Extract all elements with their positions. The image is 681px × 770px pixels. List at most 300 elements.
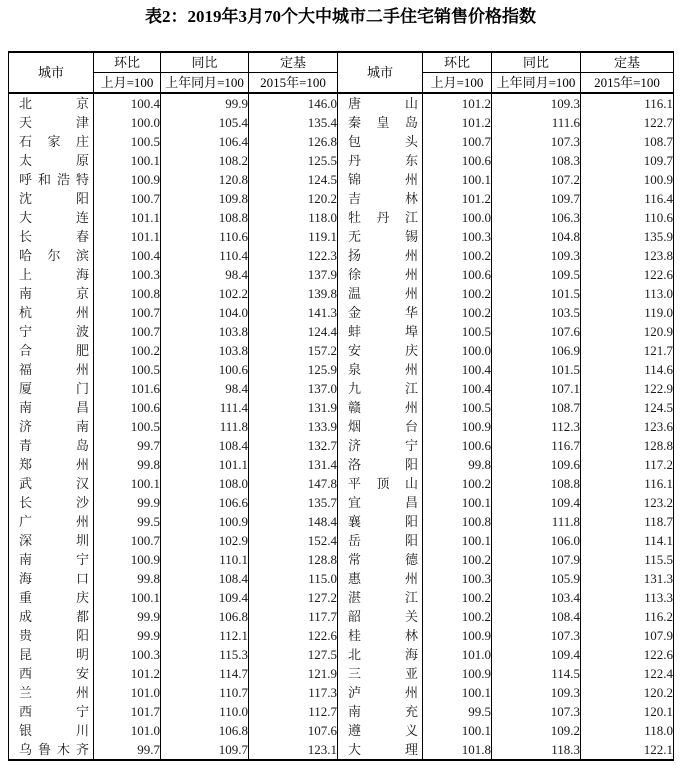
fixed-base-value: 122.1 [581,740,674,760]
mom-value: 100.2 [423,303,492,322]
price-index-table [8,51,674,761]
city-name: 乌鲁木齐 [19,742,89,757]
yoy-value: 109.8 [161,189,249,208]
city-cell [338,303,423,322]
city-cell [9,702,94,721]
mom-value: 100.2 [423,607,492,626]
city-cell [338,474,423,493]
city-name: 郑州 [19,457,89,472]
city-cell [338,740,423,760]
mom-value: 100.9 [94,550,161,569]
yoy-value: 104.8 [492,227,581,246]
city-name: 常德 [348,552,418,567]
city-name: 银川 [19,723,89,738]
fixed-base-value: 120.2 [249,189,338,208]
fixed-base-value: 118.7 [581,512,674,531]
city-cell [338,512,423,531]
city-name: 贵阳 [19,628,89,643]
table-row [9,151,674,170]
city-name: 兰州 [19,685,89,700]
city-cell [9,436,94,455]
fixed-base-value: 114.1 [581,531,674,550]
yoy-value: 106.8 [161,607,249,626]
yoy-value: 109.6 [492,455,581,474]
fixed-base-value: 131.9 [249,398,338,417]
fixed-base-value: 123.6 [581,417,674,436]
table-row [9,113,674,132]
fixed-base-value: 107.6 [249,721,338,740]
table-row [9,417,674,436]
table-row [9,132,674,151]
mom-value: 100.6 [423,265,492,284]
fixed-base-value: 127.2 [249,588,338,607]
header-fixed-base-left: 定基 [249,52,338,73]
city-cell [9,246,94,265]
table-row [9,93,674,113]
city-name: 南宁 [19,552,89,567]
mom-value: 100.2 [94,341,161,360]
city-name: 西宁 [19,704,89,719]
city-name: 南昌 [19,400,89,415]
mom-value: 99.8 [423,455,492,474]
city-cell [9,284,94,303]
mom-value: 100.2 [423,550,492,569]
mom-value: 100.3 [94,265,161,284]
fixed-base-value: 148.4 [249,512,338,531]
city-name: 九江 [348,381,418,396]
fixed-base-value: 113.3 [581,588,674,607]
yoy-value: 108.8 [161,208,249,227]
mom-value: 100.9 [423,664,492,683]
yoy-value: 108.8 [492,474,581,493]
city-name: 西安 [19,666,89,681]
city-cell [9,683,94,702]
city-cell [338,607,423,626]
yoy-value: 105.9 [492,569,581,588]
city-cell [9,360,94,379]
fixed-base-value: 110.6 [581,208,674,227]
city-cell [9,341,94,360]
mom-value: 100.1 [94,474,161,493]
city-name: 宁波 [19,324,89,339]
city-name: 哈尔滨 [19,248,89,263]
city-cell [9,417,94,436]
yoy-value: 106.3 [492,208,581,227]
yoy-value: 109.3 [492,683,581,702]
yoy-value: 108.4 [161,436,249,455]
header-yoy-left: 同比 [161,52,249,73]
city-name: 南京 [19,286,89,301]
city-name: 洛阳 [348,457,418,472]
yoy-value: 108.7 [492,398,581,417]
city-name: 济南 [19,419,89,434]
mom-value: 100.4 [94,246,161,265]
city-cell [9,170,94,189]
mom-value: 100.7 [94,189,161,208]
city-cell [9,664,94,683]
city-cell [338,588,423,607]
mom-value: 101.2 [94,664,161,683]
yoy-value: 108.0 [161,474,249,493]
mom-value: 101.1 [94,227,161,246]
mom-value: 100.6 [423,436,492,455]
city-cell [9,93,94,113]
city-name: 三亚 [348,666,418,681]
table-header [9,52,674,93]
city-name: 扬州 [348,248,418,263]
yoy-value: 110.1 [161,550,249,569]
city-cell [9,474,94,493]
table-row [9,341,674,360]
city-cell [9,721,94,740]
mom-value: 99.9 [94,607,161,626]
city-cell [9,322,94,341]
city-name: 石家庄 [19,134,89,149]
city-cell [338,531,423,550]
city-name: 岳阳 [348,533,418,548]
fixed-base-value: 117.2 [581,455,674,474]
yoy-value: 109.4 [161,588,249,607]
fixed-base-value: 139.8 [249,284,338,303]
yoy-value: 107.2 [492,170,581,189]
city-cell [338,341,423,360]
fixed-base-value: 121.7 [581,341,674,360]
table-row [9,208,674,227]
fixed-base-value: 152.4 [249,531,338,550]
city-cell [9,398,94,417]
city-cell [9,626,94,645]
table-row [9,303,674,322]
mom-value: 100.1 [423,531,492,550]
mom-value: 100.0 [94,113,161,132]
city-cell [338,417,423,436]
mom-value: 100.4 [94,93,161,113]
fixed-base-value: 122.6 [581,265,674,284]
fixed-base-value: 100.9 [581,170,674,189]
city-name: 成都 [19,609,89,624]
fixed-base-value: 113.0 [581,284,674,303]
fixed-base-value: 123.8 [581,246,674,265]
fixed-base-value: 157.2 [249,341,338,360]
city-cell [338,208,423,227]
city-name: 呼和浩特 [19,172,89,187]
fixed-base-value: 123.2 [581,493,674,512]
fixed-base-value: 118.0 [581,721,674,740]
yoy-value: 106.9 [492,341,581,360]
city-cell [9,151,94,170]
table-row [9,645,674,664]
mom-value: 100.2 [423,588,492,607]
fixed-base-value: 135.4 [249,113,338,132]
mom-value: 101.2 [423,189,492,208]
table-row [9,740,674,760]
mom-value: 100.3 [423,227,492,246]
yoy-value: 106.4 [161,132,249,151]
mom-value: 100.0 [423,208,492,227]
yoy-value: 111.8 [161,417,249,436]
city-cell [338,645,423,664]
city-cell [338,227,423,246]
fixed-base-value: 125.5 [249,151,338,170]
yoy-value: 106.0 [492,531,581,550]
city-cell [9,132,94,151]
city-name: 烟台 [348,419,418,434]
city-name: 武汉 [19,476,89,491]
mom-value: 101.2 [423,113,492,132]
table-row [9,607,674,626]
yoy-value: 109.3 [492,246,581,265]
table-row [9,721,674,740]
city-name: 重庆 [19,590,89,605]
header-fixed-base-right: 定基 [581,52,674,73]
city-name: 南充 [348,704,418,719]
yoy-value: 112.1 [161,626,249,645]
yoy-value: 102.9 [161,531,249,550]
fixed-base-value: 116.2 [581,607,674,626]
city-cell [338,151,423,170]
city-name: 沈阳 [19,191,89,206]
header-city-right: 城市 [338,52,423,93]
city-name: 厦门 [19,381,89,396]
yoy-value: 108.2 [161,151,249,170]
yoy-value: 107.3 [492,132,581,151]
mom-value: 100.5 [94,417,161,436]
city-cell [9,607,94,626]
mom-value: 101.1 [94,208,161,227]
table-row [9,398,674,417]
mom-value: 99.9 [94,626,161,645]
city-name: 宜昌 [348,495,418,510]
city-name: 徐州 [348,267,418,282]
yoy-value: 107.6 [492,322,581,341]
mom-value: 99.5 [94,512,161,531]
fixed-base-value: 117.3 [249,683,338,702]
yoy-value: 112.3 [492,417,581,436]
fixed-base-value: 128.8 [249,550,338,569]
yoy-value: 101.1 [161,455,249,474]
fixed-base-value: 137.9 [249,265,338,284]
city-name: 桂林 [348,628,418,643]
city-cell [338,493,423,512]
table-row [9,569,674,588]
header-yoy-base-right: 上年同月=100 [492,73,581,94]
yoy-value: 115.3 [161,645,249,664]
mom-value: 101.7 [94,702,161,721]
fixed-base-value: 114.6 [581,360,674,379]
city-name: 平顶山 [348,476,418,491]
table-row [9,550,674,569]
mom-value: 101.0 [94,683,161,702]
yoy-value: 104.0 [161,303,249,322]
city-name: 吉林 [348,191,418,206]
city-name: 泉州 [348,362,418,377]
city-name: 福州 [19,362,89,377]
table-body [9,93,674,760]
mom-value: 100.9 [423,626,492,645]
city-name: 天津 [19,115,89,130]
city-cell [338,721,423,740]
mom-value: 100.0 [423,341,492,360]
fixed-base-value: 115.0 [249,569,338,588]
yoy-value: 100.6 [161,360,249,379]
header-mom-base-right: 上月=100 [423,73,492,94]
table-row [9,284,674,303]
header-yoy-base-left: 上年同月=100 [161,73,249,94]
fixed-base-value: 137.0 [249,379,338,398]
mom-value: 100.9 [423,417,492,436]
header-mom-left: 环比 [94,52,161,73]
city-name: 深圳 [19,533,89,548]
table-row [9,170,674,189]
yoy-value: 107.3 [492,702,581,721]
mom-value: 100.3 [423,569,492,588]
fixed-base-value: 141.3 [249,303,338,322]
mom-value: 100.4 [423,379,492,398]
fixed-base-value: 122.6 [581,645,674,664]
fixed-base-value: 119.1 [249,227,338,246]
city-cell [9,189,94,208]
yoy-value: 109.4 [492,493,581,512]
city-name: 韶关 [348,609,418,624]
city-name: 金华 [348,305,418,320]
fixed-base-value: 128.8 [581,436,674,455]
fixed-base-value: 122.4 [581,664,674,683]
yoy-value: 103.4 [492,588,581,607]
mom-value: 101.2 [423,93,492,113]
yoy-value: 109.5 [492,265,581,284]
table-row [9,189,674,208]
fixed-base-value: 120.9 [581,322,674,341]
city-name: 太原 [19,153,89,168]
city-name: 遵义 [348,723,418,738]
yoy-value: 100.9 [161,512,249,531]
city-name: 锦州 [348,172,418,187]
table-row [9,227,674,246]
city-name: 昆明 [19,647,89,662]
table-row [9,246,674,265]
city-cell [9,645,94,664]
yoy-value: 106.8 [161,721,249,740]
header-fixed-base-period-right: 2015年=100 [581,73,674,94]
header-mom-base-left: 上月=100 [94,73,161,94]
fixed-base-value: 124.5 [581,398,674,417]
yoy-value: 114.7 [161,664,249,683]
mom-value: 100.1 [94,588,161,607]
table-row [9,379,674,398]
mom-value: 100.5 [423,398,492,417]
city-name: 海口 [19,571,89,586]
city-cell [338,626,423,645]
city-name: 济宁 [348,438,418,453]
city-cell [338,170,423,189]
city-cell [338,702,423,721]
yoy-value: 118.3 [492,740,581,760]
city-name: 惠州 [348,571,418,586]
table-row [9,626,674,645]
yoy-value: 103.8 [161,322,249,341]
yoy-value: 114.5 [492,664,581,683]
yoy-value: 98.4 [161,379,249,398]
yoy-value: 111.6 [492,113,581,132]
fixed-base-value: 117.7 [249,607,338,626]
city-name: 青岛 [19,438,89,453]
yoy-value: 98.4 [161,265,249,284]
city-cell [338,189,423,208]
yoy-value: 116.7 [492,436,581,455]
fixed-base-value: 131.3 [581,569,674,588]
yoy-value: 107.3 [492,626,581,645]
yoy-value: 109.7 [161,740,249,760]
mom-value: 100.3 [94,645,161,664]
mom-value: 99.7 [94,740,161,760]
city-name: 包头 [348,134,418,149]
fixed-base-value: 131.4 [249,455,338,474]
table-row [9,512,674,531]
city-cell [338,664,423,683]
mom-value: 100.8 [423,512,492,531]
mom-value: 100.8 [94,284,161,303]
city-cell [9,588,94,607]
city-cell [9,265,94,284]
yoy-value: 111.4 [161,398,249,417]
fixed-base-value: 109.7 [581,151,674,170]
fixed-base-value: 107.9 [581,626,674,645]
city-cell [338,360,423,379]
fixed-base-value: 146.0 [249,93,338,113]
fixed-base-value: 135.7 [249,493,338,512]
city-cell [9,379,94,398]
yoy-value: 109.2 [492,721,581,740]
mom-value: 100.2 [423,246,492,265]
city-name: 无锡 [348,229,418,244]
yoy-value: 99.9 [161,93,249,113]
mom-value: 101.6 [94,379,161,398]
city-cell [338,398,423,417]
fixed-base-value: 112.7 [249,702,338,721]
city-name: 安庆 [348,343,418,358]
mom-value: 100.6 [94,398,161,417]
city-cell [338,284,423,303]
city-name: 泸州 [348,685,418,700]
table-row [9,360,674,379]
table-title: 表2：2019年3月70个大中城市二手住宅销售价格指数 [145,7,536,26]
yoy-value: 109.4 [492,645,581,664]
fixed-base-value: 147.8 [249,474,338,493]
city-name: 大理 [348,742,418,757]
fixed-base-value: 115.5 [581,550,674,569]
city-cell [338,379,423,398]
mom-value: 100.5 [94,132,161,151]
table-row [9,702,674,721]
city-name: 合肥 [19,343,89,358]
mom-value: 99.5 [423,702,492,721]
yoy-value: 110.6 [161,227,249,246]
table-row [9,322,674,341]
table-row [9,455,674,474]
fixed-base-value: 124.4 [249,322,338,341]
city-name: 北京 [19,96,89,111]
mom-value: 100.5 [423,322,492,341]
mom-value: 100.7 [94,322,161,341]
yoy-value: 107.9 [492,550,581,569]
city-name: 大连 [19,210,89,225]
fixed-base-value: 122.3 [249,246,338,265]
city-name: 长春 [19,229,89,244]
yoy-value: 111.8 [492,512,581,531]
city-cell [338,265,423,284]
mom-value: 99.8 [94,455,161,474]
city-cell [9,512,94,531]
